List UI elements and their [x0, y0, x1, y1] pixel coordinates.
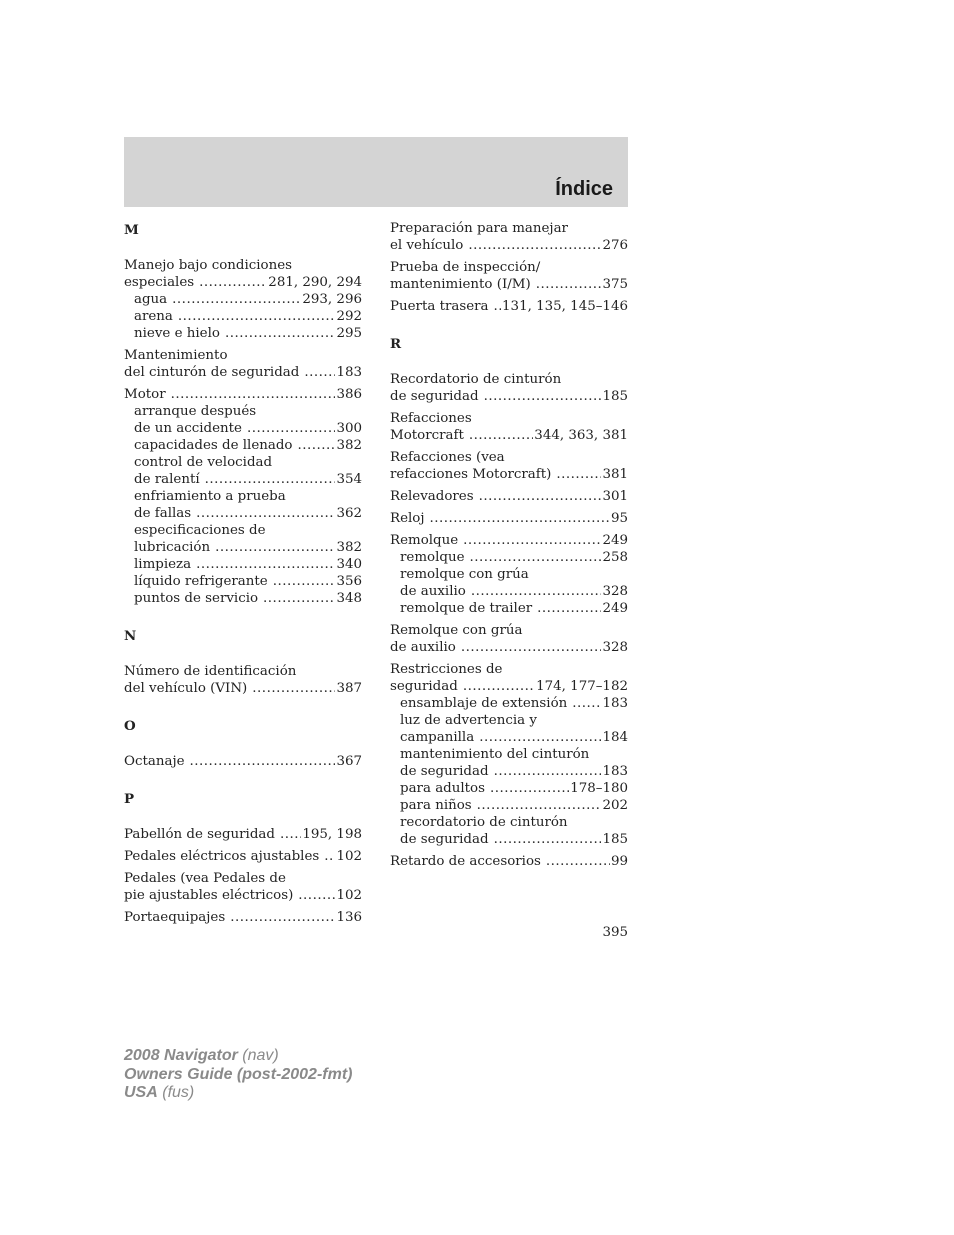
entry-text: Prueba de inspección/ [390, 260, 541, 275]
index-subentry-line [390, 600, 628, 617]
entry-text: de seguridad [390, 389, 479, 404]
entry-text: del cinturón de seguridad [124, 365, 300, 380]
index-entry [390, 298, 628, 315]
index-subentry-line [124, 573, 362, 590]
index-entry-line [390, 388, 628, 405]
page-number: 395 [602, 925, 628, 940]
index-entry-line [124, 274, 362, 291]
entry-text: remolque de trailer [400, 601, 533, 616]
dot-leader [477, 797, 602, 814]
entry-pages: 328 [602, 584, 628, 599]
entry-text: Puerta trasera [390, 299, 489, 314]
index-entry-line [124, 257, 362, 274]
index-entry [390, 661, 628, 848]
dot-leader [215, 539, 335, 556]
dot-leader [199, 274, 267, 291]
index-entry-line [124, 386, 362, 403]
entry-text: de seguridad [400, 764, 489, 779]
index-letter-heading: N [124, 628, 137, 644]
index-entry [390, 410, 628, 444]
index-subentry-line [390, 695, 628, 712]
footer-model: 2008 Navigator [124, 1047, 238, 1064]
entry-text: de fallas [134, 506, 192, 521]
entry-pages: 295 [336, 326, 362, 341]
index-subentry-line [124, 522, 362, 539]
dot-leader [463, 532, 601, 549]
entry-text: luz de advertencia y [400, 713, 537, 728]
index-entry-line [390, 488, 628, 505]
entry-pages: 300 [336, 421, 362, 436]
entry-pages: 328 [602, 640, 628, 655]
entry-text: Manejo bajo condiciones [124, 258, 293, 273]
entry-text: Remolque [390, 533, 459, 548]
index-entry-line [390, 237, 628, 254]
index-letter-heading: P [124, 791, 135, 807]
index-entry [124, 663, 362, 697]
index-subentry-line [390, 814, 628, 831]
entry-pages: 362 [336, 506, 362, 521]
entry-pages: 375 [602, 277, 628, 292]
index-entry [390, 259, 628, 293]
dot-leader [263, 590, 335, 607]
index-entry [124, 753, 362, 770]
index-subentry-line [124, 539, 362, 556]
index-entry-line [390, 276, 628, 293]
index-entry-line [124, 347, 362, 364]
index-subentry-line [124, 403, 362, 420]
footer-market-code: (fus) [162, 1084, 195, 1101]
index-entry [390, 622, 628, 656]
index-entry-line [390, 622, 628, 639]
entry-pages: 292 [336, 309, 362, 324]
index-entry-line [124, 663, 362, 680]
entry-text: Pedales eléctricos ajustables [124, 849, 320, 864]
index-entry [124, 257, 362, 342]
entry-text: campanilla [400, 730, 475, 745]
entry-pages: 301 [602, 489, 628, 504]
entry-text: el vehículo [390, 238, 464, 253]
entry-pages: 195, 198 [302, 827, 362, 842]
entry-text: Retardo de accesorios [390, 854, 541, 869]
entry-pages: 367 [336, 754, 362, 769]
entry-text: de auxilio [390, 640, 456, 655]
index-entry [390, 371, 628, 405]
dot-leader [537, 600, 601, 617]
entry-text: de auxilio [400, 584, 466, 599]
dot-leader [252, 680, 335, 697]
entry-pages: 340 [336, 557, 362, 572]
entry-pages: 102 [336, 888, 362, 903]
index-subentry-line [124, 471, 362, 488]
entry-pages: 102 [336, 849, 362, 864]
entry-pages: 183 [336, 365, 362, 380]
dot-leader [247, 420, 335, 437]
index-subentry-line [390, 712, 628, 729]
entry-pages: 99 [610, 854, 628, 869]
entry-text: remolque [400, 550, 465, 565]
entry-text: especiales [124, 275, 195, 290]
index-entry-line [390, 510, 628, 527]
entry-text: Motorcraft [390, 428, 464, 443]
index-subentry-line [390, 566, 628, 583]
index-entry-line [124, 848, 362, 865]
entry-pages: 348 [336, 591, 362, 606]
header-bar [124, 137, 628, 207]
entry-pages: 387 [336, 681, 362, 696]
index-entry-line [124, 909, 362, 926]
dot-leader [225, 325, 336, 342]
index-subentry-line [390, 583, 628, 600]
entry-pages: 258 [602, 550, 628, 565]
dot-leader [572, 695, 601, 712]
index-entry [124, 826, 362, 843]
dot-leader [470, 549, 602, 566]
dot-leader [546, 853, 610, 870]
entry-text: recordatorio de cinturón [400, 815, 568, 830]
index-entry [124, 848, 362, 865]
dot-leader [461, 639, 602, 656]
dot-leader [469, 427, 533, 444]
dot-leader [490, 780, 569, 797]
entry-pages: 178–180 [570, 781, 628, 796]
entry-text: puntos de servicio [134, 591, 259, 606]
entry-text: agua [134, 292, 168, 307]
entry-text: Motor [124, 387, 166, 402]
index-subentry-line [124, 308, 362, 325]
entry-pages: 356 [336, 574, 362, 589]
index-letter-heading: O [124, 718, 136, 734]
dot-leader [205, 471, 336, 488]
entry-text: especificaciones de [134, 523, 266, 538]
index-entry [124, 870, 362, 904]
entry-text: del vehículo (VIN) [124, 681, 248, 696]
index-subentry-line [124, 437, 362, 454]
entry-text: Relevadores [390, 489, 474, 504]
dot-leader [190, 753, 336, 770]
dot-leader [273, 573, 336, 590]
footer-market: USA [124, 1084, 158, 1101]
index-entry [390, 488, 628, 505]
entry-pages: 281, 290, 294 [268, 275, 362, 290]
entry-text: Número de identificación [124, 664, 297, 679]
dot-leader [463, 678, 535, 695]
entry-text: Refacciones (vea [390, 450, 505, 465]
footer-model-code: (nav) [242, 1047, 279, 1064]
index-entry-line [390, 449, 628, 466]
entry-text: Octanaje [124, 754, 185, 769]
entry-text: capacidades de llenado [134, 438, 293, 453]
index-entry-line [124, 870, 362, 887]
entry-text: líquido refrigerante [134, 574, 268, 589]
dot-leader [324, 848, 335, 865]
entry-text: mantenimiento del cinturón [400, 747, 590, 762]
entry-text: Remolque con grúa [390, 623, 523, 638]
dot-leader [196, 556, 335, 573]
entry-text: remolque con grúa [400, 567, 529, 582]
entry-pages: 174, 177–182 [536, 679, 628, 694]
dot-leader [468, 237, 601, 254]
entry-text: de ralentí [134, 472, 200, 487]
page-title: Índice [555, 178, 613, 200]
index-subentry-line [390, 797, 628, 814]
dot-leader [479, 488, 602, 505]
index-entry [124, 347, 362, 381]
index-letter-heading: M [124, 222, 139, 238]
entry-text: limpieza [134, 557, 192, 572]
entry-text: Preparación para manejar [390, 221, 568, 236]
entry-pages: 382 [336, 540, 362, 555]
entry-pages: 185 [602, 832, 628, 847]
index-entry-line [390, 639, 628, 656]
entry-text: de un accidente [134, 421, 242, 436]
index-entry-line [390, 410, 628, 427]
index-entry [390, 449, 628, 483]
index-letter-heading: R [390, 336, 402, 352]
footer [124, 1047, 352, 1103]
index-subentry-line [390, 729, 628, 746]
entry-pages: 95 [610, 511, 628, 526]
index-subentry-line [390, 831, 628, 848]
entry-text: enfriamiento a prueba [134, 489, 286, 504]
entry-pages: 202 [602, 798, 628, 813]
index-subentry-line [390, 746, 628, 763]
index-entry [390, 510, 628, 527]
index-entry-line [390, 853, 628, 870]
entry-pages: 381 [602, 467, 628, 482]
entry-pages: 183 [602, 764, 628, 779]
dot-leader [298, 887, 335, 904]
dot-leader [172, 291, 301, 308]
index-entry-line [390, 466, 628, 483]
dot-leader [479, 729, 601, 746]
index-subentry-line [390, 549, 628, 566]
entry-text: de seguridad [400, 832, 489, 847]
index-subentry-line [124, 488, 362, 505]
index-entry-line [390, 259, 628, 276]
index-entry-line [124, 887, 362, 904]
entry-pages: 184 [602, 730, 628, 745]
index-entry-line [390, 532, 628, 549]
dot-leader [494, 763, 602, 780]
index-entry-line [390, 371, 628, 388]
dot-leader [471, 583, 602, 600]
entry-text: para adultos [400, 781, 485, 796]
index-column-right [390, 220, 628, 875]
entry-text: Restricciones de [390, 662, 503, 677]
index-entry-line [390, 220, 628, 237]
index-subentry-line [124, 291, 362, 308]
index-entry [124, 909, 362, 926]
index-entry-line [124, 680, 362, 697]
index-subentry-line [124, 505, 362, 522]
dot-leader [178, 308, 336, 325]
index-entry-line [124, 753, 362, 770]
entry-pages: 249 [602, 533, 628, 548]
entry-text: pie ajustables eléctricos) [124, 888, 294, 903]
entry-text: Refacciones [390, 411, 472, 426]
entry-text: Mantenimiento [124, 348, 228, 363]
dot-leader [196, 505, 335, 522]
footer-guide: Owners Guide (post-2002-fmt) [124, 1065, 353, 1083]
index-entry-line [390, 427, 628, 444]
entry-text: mantenimiento (I/M) [390, 277, 531, 292]
index-entry [390, 532, 628, 617]
entry-pages: 354 [336, 472, 362, 487]
entry-pages: 344, 363, 381 [534, 428, 628, 443]
entry-text: ensamblaje de extensión [400, 696, 568, 711]
index-subentry-line [390, 763, 628, 780]
entry-text: arranque después [134, 404, 257, 419]
index-entry [390, 853, 628, 870]
index-subentry-line [390, 780, 628, 797]
entry-pages: 183 [602, 696, 628, 711]
dot-leader [171, 386, 336, 403]
entry-pages: 136 [336, 910, 362, 925]
dot-leader [536, 276, 602, 293]
entry-pages: 185 [602, 389, 628, 404]
dot-leader [297, 437, 335, 454]
index-entry-line [390, 678, 628, 695]
index-entry [390, 220, 628, 254]
entry-text: para niños [400, 798, 472, 813]
entry-text: seguridad [390, 679, 458, 694]
dot-leader [494, 831, 602, 848]
entry-pages: 382 [336, 438, 362, 453]
index-subentry-line [124, 454, 362, 471]
dot-leader [280, 826, 301, 843]
index-entry-line [124, 826, 362, 843]
entry-pages: 276 [602, 238, 628, 253]
entry-text: Reloj [390, 511, 425, 526]
entry-pages: 249 [602, 601, 628, 616]
index-entry-line [390, 298, 628, 315]
entry-text: Portaequipajes [124, 910, 226, 925]
index-subentry-line [124, 325, 362, 342]
dot-leader [304, 364, 335, 381]
entry-text: Pedales (vea Pedales de [124, 871, 286, 886]
dot-leader [556, 466, 601, 483]
entry-pages: 131, 135, 145–146 [502, 299, 628, 314]
index-subentry-line [124, 556, 362, 573]
entry-text: refacciones Motorcraft) [390, 467, 552, 482]
entry-text: control de velocidad [134, 455, 273, 470]
entry-text: Recordatorio de cinturón [390, 372, 562, 387]
dot-leader [494, 298, 502, 315]
index-entry [124, 386, 362, 607]
entry-text: nieve e hielo [134, 326, 220, 341]
entry-text: arena [134, 309, 173, 324]
index-entry-line [124, 364, 362, 381]
index-entry-line [390, 661, 628, 678]
index-subentry-line [124, 590, 362, 607]
index-subentry-line [124, 420, 362, 437]
entry-text: Pabellón de seguridad [124, 827, 275, 842]
entry-text: lubricación [134, 540, 211, 555]
dot-leader [430, 510, 610, 527]
dot-leader [230, 909, 335, 926]
index-column-left [124, 220, 362, 931]
dot-leader [484, 388, 602, 405]
entry-pages: 293, 296 [302, 292, 362, 307]
entry-pages: 386 [336, 387, 362, 402]
